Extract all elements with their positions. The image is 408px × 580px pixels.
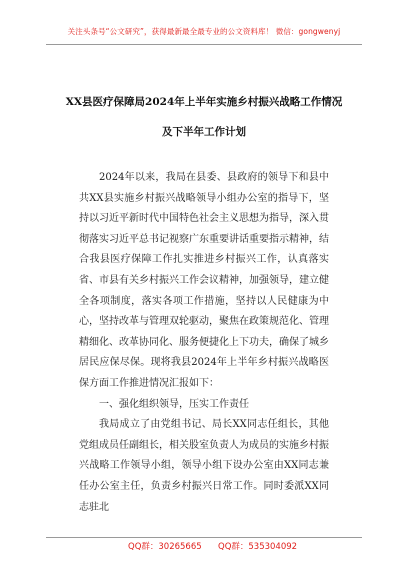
- document-title-line2: 及下半年工作计划: [162, 126, 246, 138]
- body-paragraph-intro: 2024年以来，我局在县委、县政府的领导下和县中共XX县实施乡村振兴战略领导小组办公室的指导下，坚持以习近平新时代中国特色社会主义思想为指导，深入贯彻落实习近平总书记视察广东重要讲话重要指示精神，结合我县医疗保障工作扎实推进乡村振兴工作，认真落实省、市县有关乡村振兴工作会议精神，加强领导，建立健全各项制度，落实各项工作措施，坚持以人民健康为中心，坚持改革与管理双轮驱动，聚焦在政策规范化、管理精细化、改革协同化、服务便捷化上下功夫，确保了城乡居民应保尽保。现将我县2024年上半年乡村振兴战略医保方面工作推进情况汇报如下：: [79, 172, 329, 389]
- footer-qq-group-1: QQ群：30265665: [128, 542, 202, 552]
- body-paragraph: 我局成立了由党组书记、局长XX同志任组长，其他党组成员任副组长，相关股室负责人为成员的实施乡村振兴战略工作领导小组，领导小组下设办公室由XX同志兼任办公室主任，负责乡村振兴日常工作。同时委派XX同志驻北: [79, 419, 329, 513]
- document-title-line1: XX县医疗保障局2024年上半年实施乡村振兴战略工作情况: [65, 96, 343, 108]
- footer-divider: [46, 537, 362, 538]
- document-body: [79, 168, 329, 518]
- footer-qq-group-2: QQ群：535304092: [218, 542, 298, 552]
- header-note: 关注头条号“公文研究”，获得最新最全最专业的公文资料库！ 微信：gongwenyj: [67, 27, 341, 36]
- footer: [0, 540, 408, 554]
- header-divider: [46, 44, 362, 45]
- section-heading: 一、强化组织领导，压实工作责任: [99, 398, 249, 410]
